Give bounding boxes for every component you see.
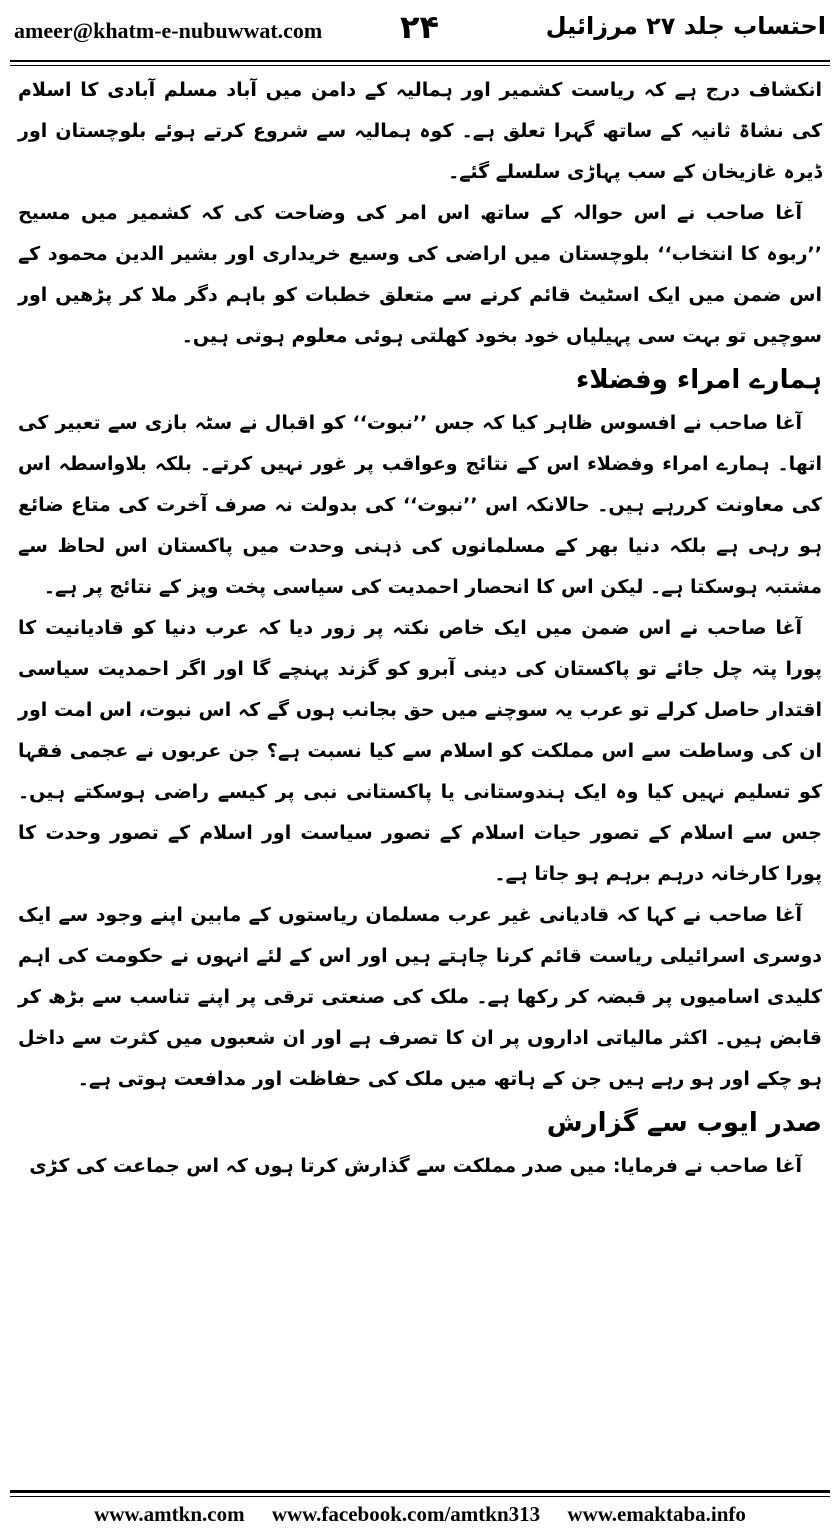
footer-link-amtkn[interactable]: www.amtkn.com: [94, 1502, 245, 1526]
body-paragraph-4: آغا صاحب نے اس ضمن میں ایک خاص نکتہ پر زور دیا کہ عرب دنیا کو قادیانیت کا پورا پتہ چل جائے تو پاکستان کی دینی آبرو کو گزند پہنچے گا اور اگر احمدیت سیاسی اقتدار حاصل کرلے تو عرب یہ سوچنے میں حق بجانب ہوں گے کہ اس نبوت، اس امت اور ان کی وساطت سے اس مملکت کو اسلام سے کیا نسبت ہے؟ جن عربوں نے عجمی فقہا کو تسلیم نہیں کیا وہ ایک ہندوستانی یا پاکستانی نبی پر کیسے راضی ہوسکتے ہیں۔ جس سے اسلام کے تصور حیات اسلام کے تصور سیاست اور اسلام کے تصور وحدت کا پورا کارخانہ درہم برہم ہو جاتا ہے۔: [18, 617, 822, 885]
section-heading-2: صدر ایوب سے گزارش: [546, 1108, 822, 1138]
page-header: [0, 0, 840, 64]
section-heading-1: ہمارے امراء وفضلاء: [576, 365, 822, 395]
body-paragraph-2: آغا صاحب نے اس حوالہ کے ساتھ اس امر کی وضاحت کی کہ کشمیر میں مسیح ’’ربوہ کا انتخاب‘‘ بلوچستان میں اراضی کی وسیع خریداری اور بشیر الدین محمود کے اس ضمن میں ایک اسٹیٹ قائم کرنے سے متعلق خطبات کو باہم دگر ملا کر پڑھیں اور سوچیں تو بہت سی پہیلیاں خود بخود کھلتی ہوئی معلوم ہوتی ہیں۔: [18, 202, 822, 347]
footer-rule: [10, 1490, 830, 1497]
footer-link-emaktaba[interactable]: www.emaktaba.info: [567, 1502, 746, 1526]
footer-link-facebook[interactable]: www.facebook.com/amtkn313: [271, 1502, 541, 1526]
book-title: احتساب جلد ۲۷ مرزائیل: [545, 12, 826, 40]
page-body: [18, 70, 822, 1474]
body-paragraph-5: آغا صاحب نے کہا کہ قادیانی غیر عرب مسلمان ریاستوں کے مابین اپنے وجود سے ایک دوسری اسرائیلی ریاست قائم کرنا چاہتے ہیں اور اس کے لئے انہوں نے حکومت کی اہم کلیدی اسامیوں پر قبضہ کر رکھا ہے۔ ملک کی صنعتی ترقی پر اپنے تناسب سے بڑھ کر قابض ہیں۔ اکثر مالیاتی اداروں پر ان کا تصرف ہے اور ان شعبوں میں کثرت سے داخل ہو چکے اور ہو رہے ہیں جن کے ہاتھ میں ملک کی حفاظت اور مدافعت ہوتی ہے۔: [18, 904, 822, 1090]
header-email: ameer@khatm-e-nubuwwat.com: [14, 18, 323, 43]
header-rule: [10, 60, 830, 66]
body-paragraph-1: انکشاف درج ہے کہ ریاست کشمیر اور ہمالیہ کے دامن میں آباد مسلم آبادی کا اسلام کی نشاۃ ثانیہ کے ساتھ گہرا تعلق ہے۔ کوہ ہمالیہ سے شروع کرتے ہوئے بلوچستان اور ڈیرہ غازیخان کے سب پہاڑی سلسلے گئے۔: [18, 79, 822, 183]
page-footer: [0, 1502, 840, 1527]
body-paragraph-6: آغا صاحب نے فرمایا: میں صدر مملکت سے گذارش کرتا ہوں کہ اس جماعت کی کڑی: [29, 1155, 802, 1177]
page-number: ۲۴: [400, 8, 440, 46]
body-paragraph-3: آغا صاحب نے افسوس ظاہر کیا کہ جس ’’نبوت‘‘ کو اقبال نے سٹہ بازی سے تعبیر کی اتھا۔ ہمارے امراء وفضلاء اس کے نتائج وعواقب پر غور نہیں کرتے۔ بلکہ بلاواسطہ اس کی معاونت کررہے ہیں۔ حالانکہ اس ’’نبوت‘‘ کی بدولت نہ صرف آخرت کی متاع ضائع ہو رہی ہے بلکہ دنیا بھر کے مسلمانوں کی ذہنی وحدت میں پاکستان اس لحاظ سے مشتبہ ہوسکتا ہے۔ لیکن اس کا انحصار احمدیت کی سیاسی پخت وپز کے نتائج پر ہے۔: [18, 412, 822, 598]
